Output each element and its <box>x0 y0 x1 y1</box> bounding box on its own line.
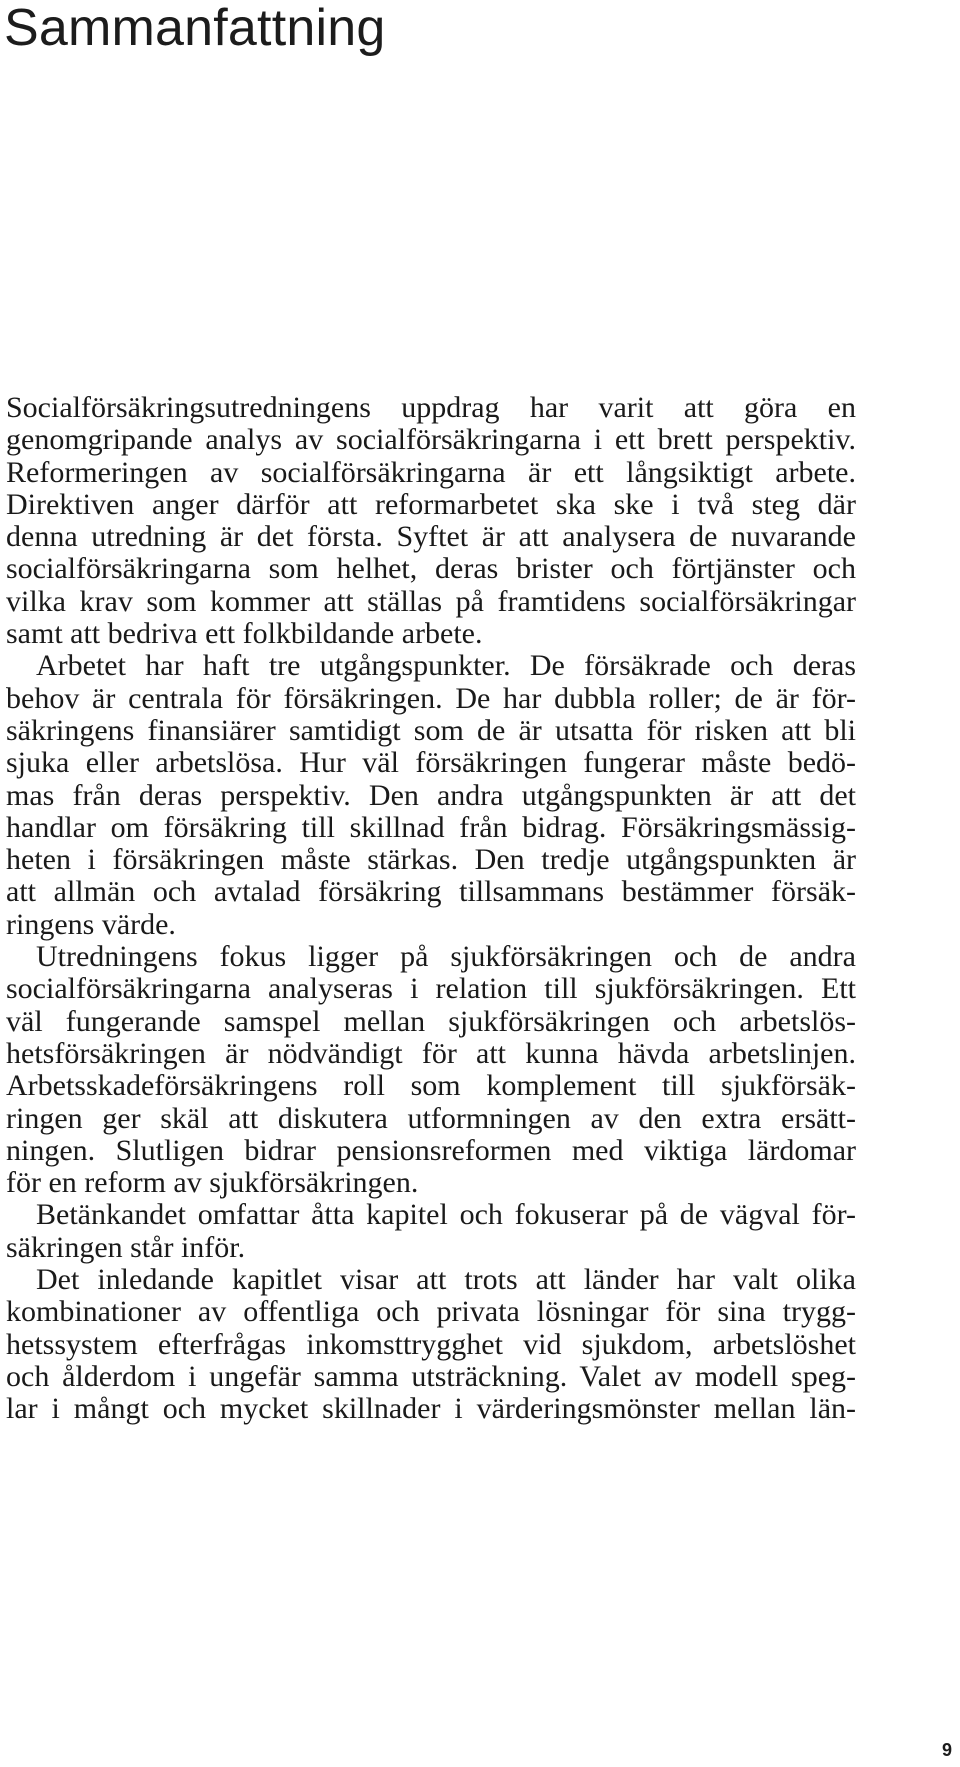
text-line: vilka krav som kommer att ställas på framtidens socialförsäkringar <box>6 584 856 618</box>
text-line: Reformeringen av socialförsäkringarna är ett långsiktigt arbete. <box>6 455 856 489</box>
text-line: Socialförsäkringsutredningens uppdrag har varit att göra en <box>6 391 856 424</box>
text-line: handlar om försäkring till skillnad från bidrag. Försäkringsmässig- <box>6 810 856 844</box>
text-line: Arbetsskadeförsäkringens roll som komplement till sjukförsäk- <box>6 1069 856 1103</box>
summary-body <box>6 392 856 1426</box>
text-line: denna utredning är det första. Syftet är att analysera de nuvarande <box>6 520 856 554</box>
text-line: hetssystem efterfrågas inkomsttrygghet vid sjukdom, arbetslöshet <box>6 1327 856 1361</box>
text-line: kombinationer av offentliga och privata lösningar för sina trygg- <box>6 1295 856 1329</box>
text-line: säkringens finansiärer samtidigt som de är utsatta för risken att bli <box>6 713 856 747</box>
text-line: socialförsäkringarna analyseras i relation till sjukförsäkringen. Ett <box>6 972 856 1006</box>
text-line: samt att bedriva ett folkbildande arbete. <box>6 617 483 651</box>
text-line: väl fungerande samspel mellan sjukförsäkringen och arbetslös- <box>6 1004 856 1038</box>
text-line: säkringen står inför. <box>6 1230 246 1264</box>
text-line: Betänkandet omfattar åtta kapitel och fokuserar på de vägval för- <box>36 1198 856 1232</box>
text-line: Utredningens fokus ligger på sjukförsäkringen och de andra <box>36 940 856 974</box>
text-line: mas från deras perspektiv. Den andra utgångspunkten är att det <box>6 778 856 812</box>
text-line: att allmän och avtalad försäkring tillsammans bestämmer försäk- <box>6 875 856 909</box>
text-line: och ålderdom i ungefär samma utsträckning. Valet av modell speg- <box>6 1359 856 1393</box>
text-line: heten i försäkringen måste stärkas. Den tredje utgångspunkten är <box>6 843 856 877</box>
text-line: för en reform av sjukförsäkringen. <box>6 1166 419 1200</box>
text-line: lar i mångt och mycket skillnader i värderingsmönster mellan län- <box>6 1392 856 1426</box>
page-number: 9 <box>941 1740 952 1760</box>
text-line: sjuka eller arbetslösa. Hur väl försäkringen fungerar måste bedö- <box>6 746 856 780</box>
text-line: Det inledande kapitlet visar att trots att länder har valt olika <box>36 1263 856 1297</box>
text-line: behov är centrala för försäkringen. De har dubbla roller; de är för- <box>6 681 856 715</box>
text-line: ningen. Slutligen bidrar pensionsreformen med viktiga lärdomar <box>6 1133 856 1167</box>
text-line: Arbetet har haft tre utgångspunkter. De försäkrade och deras <box>36 649 856 683</box>
text-line: Direktiven anger därför att reformarbetet ska ske i två steg där <box>6 487 856 521</box>
text-line: genomgripande analys av socialförsäkringarna i ett brett perspektiv. <box>6 423 856 457</box>
page-title: Sammanfattning <box>4 0 386 57</box>
text-line: socialförsäkringarna som helhet, deras brister och förtjänster och <box>6 552 856 586</box>
text-line: hetsförsäkringen är nödvändigt för att kunna hävda arbetslinjen. <box>6 1036 856 1070</box>
text-line: ringens värde. <box>6 907 176 941</box>
text-line: ringen ger skäl att diskutera utformningen av den extra ersätt- <box>6 1101 856 1135</box>
